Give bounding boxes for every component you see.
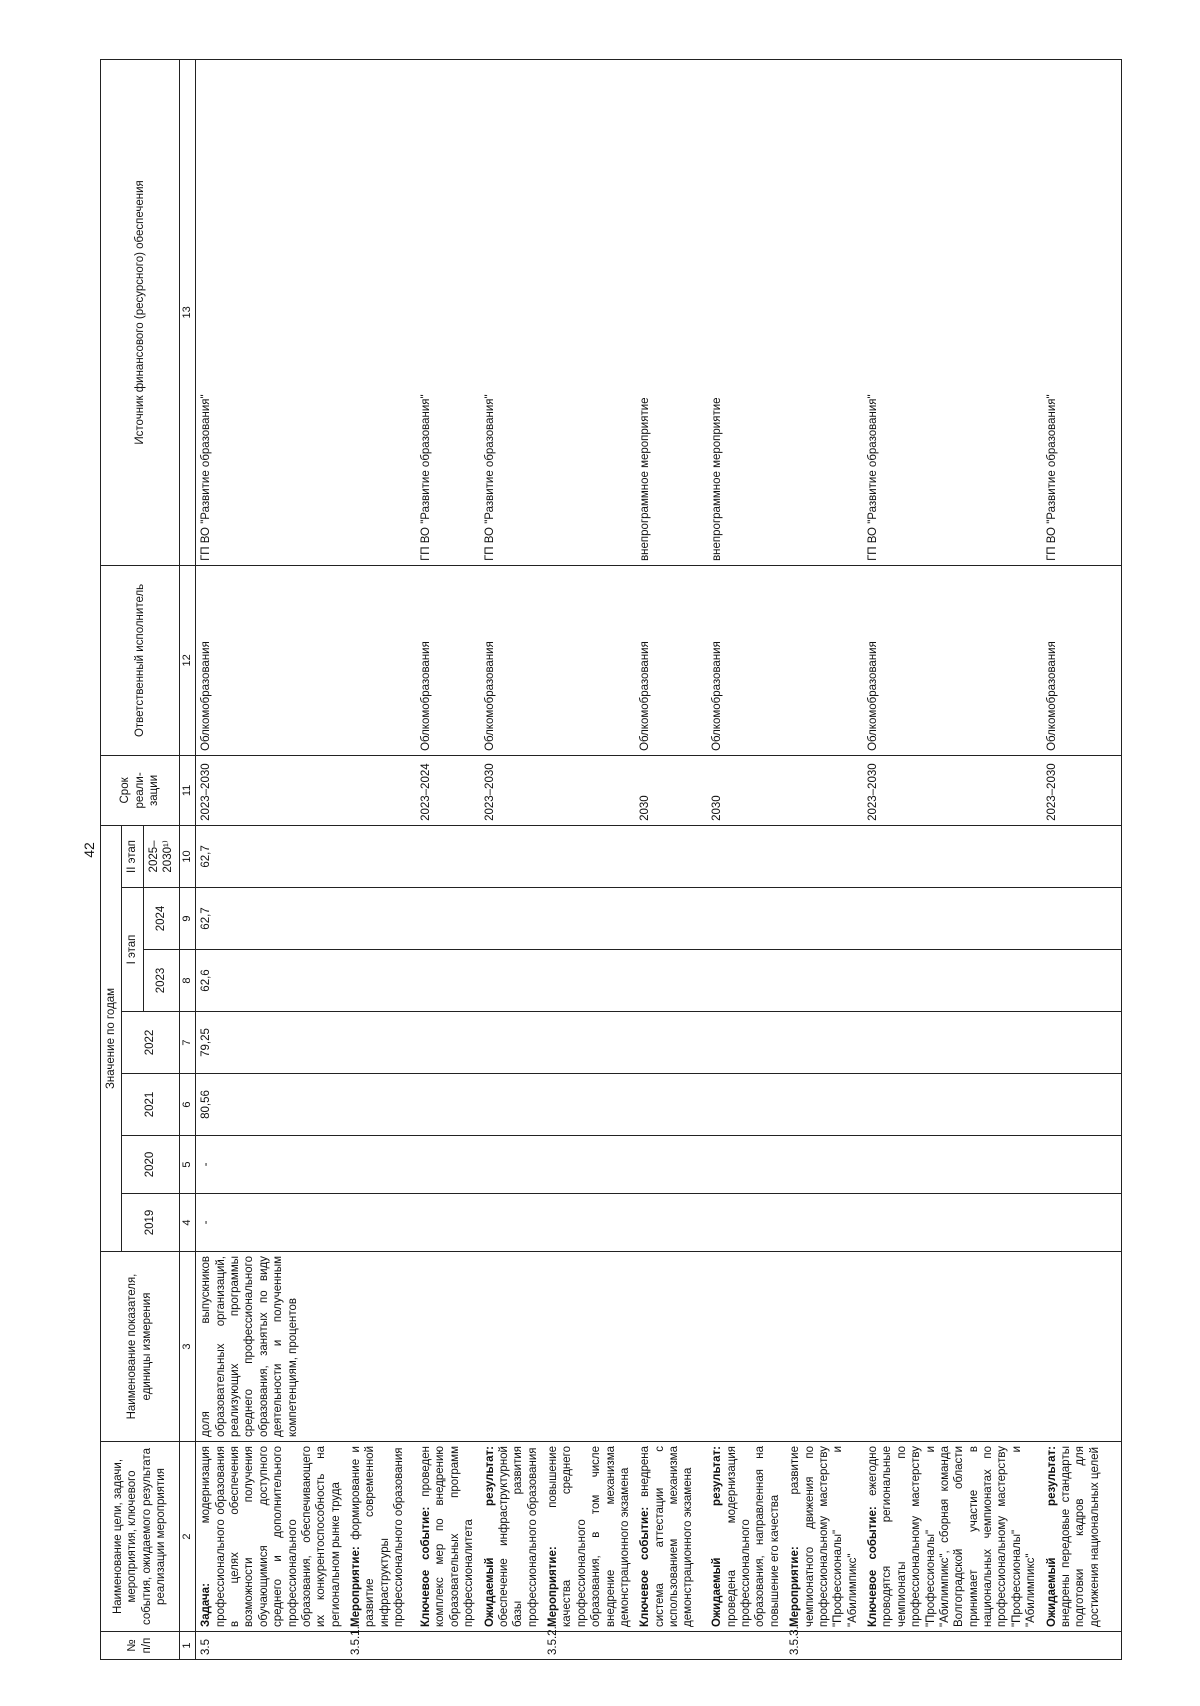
value-2021 xyxy=(635,1074,707,1136)
indicator-cell: доля выпускников образовательных организаций, реализующих программы среднего профессионального образования, занятых по виду деятельности и полученным компетенциям, процентов xyxy=(196,1252,346,1442)
row-number xyxy=(480,1632,544,1660)
value-2023 xyxy=(480,950,544,1012)
value-2020: - xyxy=(196,1136,346,1194)
value-2020 xyxy=(785,1136,863,1194)
value-2024 xyxy=(346,888,416,950)
row-description xyxy=(346,1442,416,1632)
row-description-text: обеспечение инфраструктурной базы развития профессионального образования xyxy=(497,1446,539,1627)
program-table xyxy=(100,59,1122,1660)
value-2025-2030 xyxy=(1042,825,1122,887)
header-2024: 2024 xyxy=(143,888,179,950)
responsible-cell: Облкомобразования xyxy=(480,565,544,755)
table-row xyxy=(480,59,544,1659)
row-description-text: формирование и развитие современной инфраструктуры профессионального образования xyxy=(350,1446,406,1627)
table-body xyxy=(196,59,1122,1659)
value-2024 xyxy=(707,888,785,950)
responsible-cell: Облкомобразования xyxy=(707,565,785,755)
table-row xyxy=(635,59,707,1659)
row-type-label: Задача: xyxy=(200,1583,213,1627)
value-2019 xyxy=(635,1194,707,1252)
source-cell: ГП ВО "Развитие образования" xyxy=(863,59,1042,565)
row-description xyxy=(635,1442,707,1632)
row-type-label: Ключевое событие: xyxy=(639,1506,652,1627)
indicator-cell xyxy=(543,1252,635,1442)
row-description-text: повышение качества среднего профессионального образования, в том числе внедрение механизма демонстрационного экзамена xyxy=(547,1446,631,1627)
column-number: 9 xyxy=(179,888,196,950)
value-2023 xyxy=(346,950,416,1012)
value-2023: 62,6 xyxy=(196,950,346,1012)
value-2019 xyxy=(416,1194,480,1252)
row-type-label: Ключевое событие: xyxy=(867,1506,879,1627)
row-description-text: проведена модернизация профессионального образования, направленная на повышение его качества xyxy=(725,1446,781,1627)
row-description-text: развитие чемпионатного движения по профессиональному мастерству "Профессионалы" и "Абилимпикс" xyxy=(789,1446,859,1627)
row-type-label: Мероприятие: xyxy=(547,1546,559,1627)
value-2025-2030 xyxy=(863,825,1042,887)
indicator-cell xyxy=(416,1252,480,1442)
row-number: 3.5 xyxy=(196,1632,346,1660)
term-cell: 2023–2030 xyxy=(480,755,544,825)
value-2022 xyxy=(480,1012,544,1074)
value-2025-2030 xyxy=(543,825,635,887)
header-stage-1: I этап xyxy=(122,888,143,1012)
column-number: 8 xyxy=(179,950,196,1012)
row-description xyxy=(1042,1442,1122,1632)
header-source: Источник финансового (ресурсного) обеспечения xyxy=(101,59,180,565)
value-2024 xyxy=(416,888,480,950)
indicator-cell xyxy=(480,1252,544,1442)
source-cell xyxy=(543,59,635,565)
header-stage-2: II этап xyxy=(122,825,143,887)
value-2019 xyxy=(785,1194,863,1252)
value-2022 xyxy=(863,1012,1042,1074)
header-2021: 2021 xyxy=(122,1074,179,1136)
column-number: 5 xyxy=(179,1136,196,1194)
term-cell: 2030 xyxy=(707,755,785,825)
source-cell: ГП ВО "Развитие образования" xyxy=(196,59,346,565)
value-2021 xyxy=(1042,1074,1122,1136)
row-description xyxy=(416,1442,480,1632)
row-description xyxy=(196,1442,346,1632)
value-2020 xyxy=(416,1136,480,1194)
value-2023 xyxy=(635,950,707,1012)
value-2024 xyxy=(480,888,544,950)
row-type-label: Ключевое событие: xyxy=(420,1506,432,1627)
value-2023 xyxy=(543,950,635,1012)
responsible-cell: Облкомобразования xyxy=(1042,565,1122,755)
header-responsible: Ответственный исполнитель xyxy=(101,565,180,755)
table-row xyxy=(863,59,1042,1659)
row-type-label: Ожидаемый результат: xyxy=(1045,1446,1058,1627)
source-cell xyxy=(785,59,863,565)
column-number: 1 xyxy=(179,1632,196,1660)
value-2020 xyxy=(707,1136,785,1194)
row-description xyxy=(785,1442,863,1632)
value-2025-2030 xyxy=(785,825,863,887)
value-2021: 80,56 xyxy=(196,1074,346,1136)
header-2025: 2025–2030¹⁾ xyxy=(143,825,179,887)
value-2022 xyxy=(346,1012,416,1074)
value-2024 xyxy=(1042,888,1122,950)
term-cell: 2023–2030 xyxy=(863,755,1042,825)
header-indicator: Наименование показателя, единицы измерения xyxy=(101,1252,180,1442)
indicator-cell xyxy=(707,1252,785,1442)
value-2020 xyxy=(480,1136,544,1194)
source-cell: внепрограммное мероприятие xyxy=(635,59,707,565)
header-2019: 2019 xyxy=(122,1194,179,1252)
column-number: 11 xyxy=(179,755,196,825)
table-row xyxy=(1042,59,1122,1659)
value-2019: - xyxy=(196,1194,346,1252)
responsible-cell xyxy=(543,565,635,755)
term-cell xyxy=(346,755,416,825)
value-2025-2030 xyxy=(416,825,480,887)
value-2023 xyxy=(785,950,863,1012)
indicator-cell xyxy=(785,1252,863,1442)
term-cell: 2023–2024 xyxy=(416,755,480,825)
responsible-cell: Облкомобразования xyxy=(863,565,1042,755)
value-2024 xyxy=(863,888,1042,950)
responsible-cell xyxy=(785,565,863,755)
row-number xyxy=(707,1632,785,1660)
column-number: 10 xyxy=(179,825,196,887)
value-2019 xyxy=(346,1194,416,1252)
term-cell xyxy=(543,755,635,825)
value-2022 xyxy=(635,1012,707,1074)
header-2023: 2023 xyxy=(143,950,179,1012)
value-2021 xyxy=(707,1074,785,1136)
table-row xyxy=(346,59,416,1659)
row-number: 3.5.3. xyxy=(785,1632,863,1660)
source-cell xyxy=(346,59,416,565)
row-number xyxy=(635,1632,707,1660)
column-number: 6 xyxy=(179,1074,196,1136)
column-number: 3 xyxy=(179,1252,196,1442)
value-2023 xyxy=(416,950,480,1012)
column-number: 4 xyxy=(179,1194,196,1252)
row-type-label: Ожидаемый результат: xyxy=(711,1446,724,1627)
value-2019 xyxy=(1042,1194,1122,1252)
value-2021 xyxy=(543,1074,635,1136)
term-cell xyxy=(785,755,863,825)
header-2020: 2020 xyxy=(122,1136,179,1194)
row-number xyxy=(416,1632,480,1660)
responsible-cell xyxy=(346,565,416,755)
value-2025-2030 xyxy=(707,825,785,887)
table-row xyxy=(196,59,346,1659)
source-cell: ГП ВО "Развитие образования" xyxy=(1042,59,1122,565)
value-2024 xyxy=(635,888,707,950)
value-2019 xyxy=(707,1194,785,1252)
value-2022 xyxy=(416,1012,480,1074)
value-2020 xyxy=(346,1136,416,1194)
term-cell: 2023–2030 xyxy=(1042,755,1122,825)
indicator-cell xyxy=(635,1252,707,1442)
table-row xyxy=(543,59,635,1659)
rotated-page xyxy=(100,60,1180,1660)
indicator-cell xyxy=(863,1252,1042,1442)
value-2022 xyxy=(785,1012,863,1074)
source-cell: ГП ВО "Развитие образования" xyxy=(480,59,544,565)
value-2023 xyxy=(707,950,785,1012)
indicator-cell xyxy=(346,1252,416,1442)
value-2020 xyxy=(543,1136,635,1194)
indicator-cell xyxy=(1042,1252,1122,1442)
source-cell: ГП ВО "Развитие образования" xyxy=(416,59,480,565)
header-2022: 2022 xyxy=(122,1012,179,1074)
value-2021 xyxy=(346,1074,416,1136)
column-numbers-row xyxy=(179,59,196,1659)
value-2023 xyxy=(863,950,1042,1012)
row-description xyxy=(863,1442,1042,1632)
header-term: Срок реали-зации xyxy=(101,755,180,825)
row-type-label: Мероприятие: xyxy=(789,1546,802,1627)
row-number xyxy=(1042,1632,1122,1660)
value-2021 xyxy=(863,1074,1042,1136)
value-2025-2030 xyxy=(635,825,707,887)
term-cell: 2030 xyxy=(635,755,707,825)
row-description xyxy=(480,1442,544,1632)
column-number: 7 xyxy=(179,1012,196,1074)
responsible-cell: Облкомобразования xyxy=(635,565,707,755)
column-number: 13 xyxy=(179,59,196,565)
row-description-text: ежегодно проводятся региональные чемпионаты по профессиональному мастерству "Профессионалы" и "Абилимпикс", сборная команда Волгоградской области принимает участие в национальных чемпионатах по профессиональному мастерству "Профессионалы" и "Абилимпикс" xyxy=(867,1446,1038,1627)
term-cell: 2023–2030 xyxy=(196,755,346,825)
source-cell: внепрограммное мероприятие xyxy=(707,59,785,565)
row-type-label: Мероприятие: xyxy=(350,1546,362,1627)
row-description-text: внедрены передовые стандарты подготовки кадров для достижения национальных целей xyxy=(1059,1446,1101,1627)
row-number: 3.5.1. xyxy=(346,1632,416,1660)
value-2021 xyxy=(480,1074,544,1136)
value-2023 xyxy=(1042,950,1122,1012)
value-2022 xyxy=(543,1012,635,1074)
value-2022 xyxy=(1042,1012,1122,1074)
row-description xyxy=(707,1442,785,1632)
row-description-text: модернизация профессионального образования в целях обеспечения возможности получения обучающимися доступного среднего и дополнительного профессионального образования, обеспечивающего их конкурентоспособность на региональном рынке труда xyxy=(200,1446,342,1627)
table-row xyxy=(416,59,480,1659)
value-2025-2030 xyxy=(346,825,416,887)
table-row xyxy=(785,59,863,1659)
value-2020 xyxy=(863,1136,1042,1194)
value-2019 xyxy=(863,1194,1042,1252)
value-2019 xyxy=(543,1194,635,1252)
value-2020 xyxy=(1042,1136,1122,1194)
header-name: Наименование цели, задачи, мероприятия, ключевого события, ожидаемого результата реализации мероприятия xyxy=(101,1442,180,1632)
value-2020 xyxy=(635,1136,707,1194)
value-2021 xyxy=(785,1074,863,1136)
row-number xyxy=(863,1632,1042,1660)
row-type-label: Ожидаемый результат: xyxy=(483,1446,496,1627)
value-2022 xyxy=(707,1012,785,1074)
column-number: 12 xyxy=(179,565,196,755)
row-description xyxy=(543,1442,635,1632)
responsible-cell: Облкомобразования xyxy=(416,565,480,755)
value-2019 xyxy=(480,1194,544,1252)
table-row xyxy=(707,59,785,1659)
value-2024 xyxy=(785,888,863,950)
row-description-text: проведен комплекс мер по внедрению образовательных программ профессионалитета xyxy=(420,1446,476,1627)
row-number: 3.5.2. xyxy=(543,1632,635,1660)
value-2025-2030 xyxy=(480,825,544,887)
value-2024 xyxy=(543,888,635,950)
value-2025-2030: 62,7 xyxy=(196,825,346,887)
header-values-group: Значение по годам xyxy=(101,825,122,1251)
page-number: 42 xyxy=(81,842,97,858)
header-no: № п/п xyxy=(101,1632,180,1660)
row-description-text: внедрена система аттестации с использованием механизма демонстрационного экзамена xyxy=(639,1446,695,1627)
responsible-cell: Облкомобразования xyxy=(196,565,346,755)
value-2022: 79,25 xyxy=(196,1012,346,1074)
value-2024: 62,7 xyxy=(196,888,346,950)
value-2021 xyxy=(416,1074,480,1136)
column-number: 2 xyxy=(179,1442,196,1632)
table-header xyxy=(101,59,196,1659)
